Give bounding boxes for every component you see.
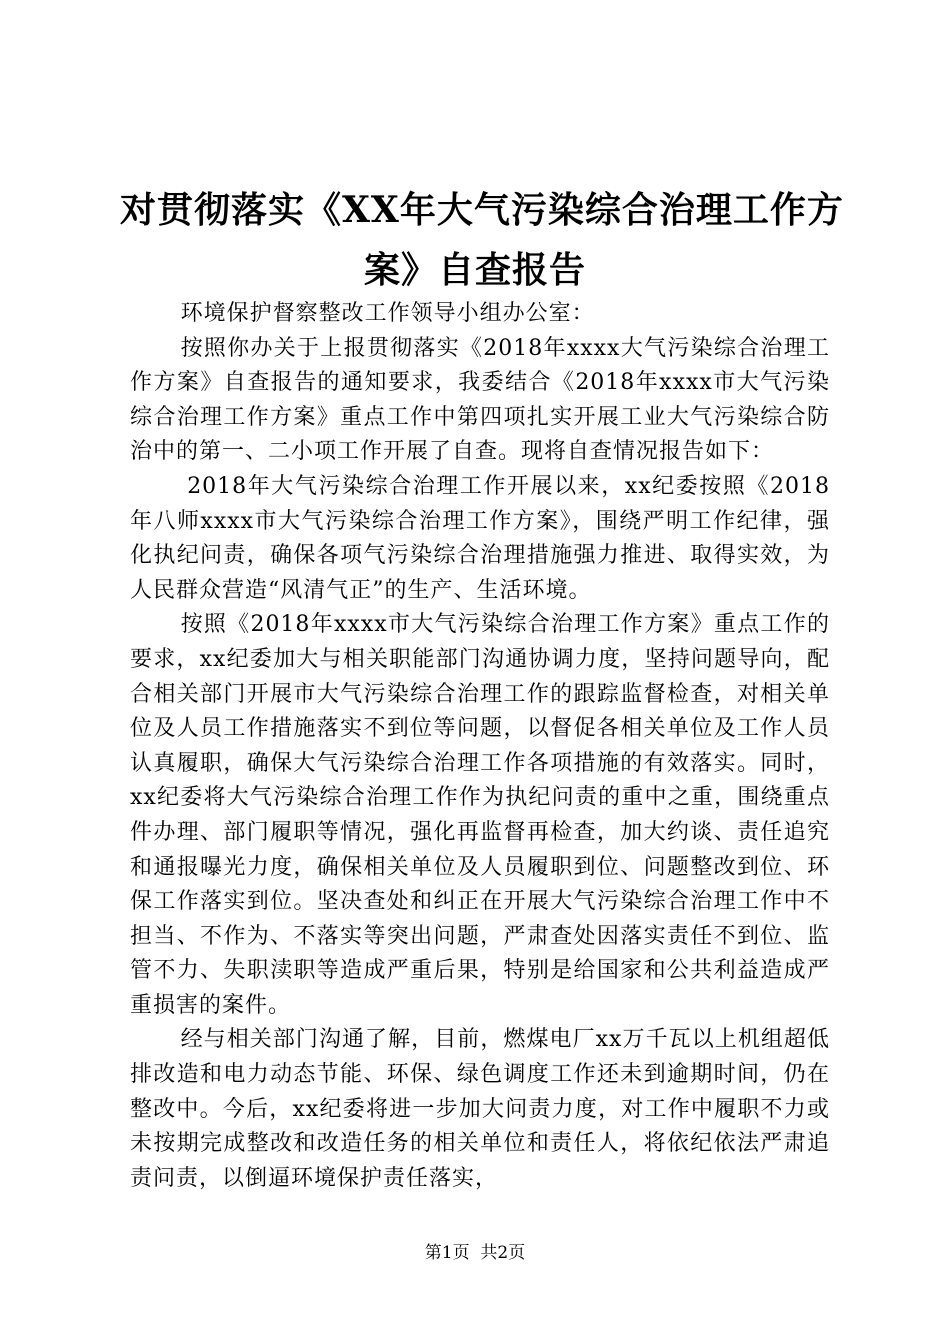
body-paragraph: 按照《2018年xxxx市大气污染综合治理工作方案》重点工作的要求，xx纪委加大与相关职能部门沟通协调力度，坚持问题导向，配合相关部门开展市大气污染综合治理工作的跟踪监督检查，对相关单位及人员工作措施落实不到位等问题，以督促各相关单位及工作人员认真履职，确保大气污染综合治理工作各项措施的有效落实。同时，xx纪委将大气污染综合治理工作作为执纪问责的重中之重，围绕重点件办理、部门履职等情况，强化再监督再检查，加大约谈、责任追究和通报曝光力度，确保相关单位及人员履职到位、问题整改到位、环保工作落实到位。坚决查处和纠正在开展大气污染综合治理工作中不担当、不作为、不落实等突出问题，严肃查处因落实责任不到位、监管不力、失职渎职等造成严重后果，特别是给国家和公共利益造成严重损害的案件。 <box>130 612 830 1018</box>
salutation: 环境保护督察整改工作领导小组办公室： <box>180 301 595 326</box>
body-paragraph: 按照你办关于上报贯彻落实《2018年xxxx大气污染综合治理工作方案》自查报告的通知要求，我委结合《2018年xxxx市大气污染综合治理工作方案》重点工作中第四项扎实开展工业大气污染综合防治中的第一、二小项工作开展了自查。现将自查情况报告如下： <box>130 335 830 465</box>
page-total: 共2页 <box>480 1243 526 1263</box>
page-number: 第1页 <box>424 1243 470 1263</box>
document-title-line-1: 对贯彻落实《XX年大气污染综合治理工作方 <box>120 189 844 231</box>
document-title-line-2: 案》自查报告 <box>363 249 586 291</box>
document-body <box>130 297 830 1196</box>
body-paragraph: 经与相关部门沟通了解，目前，燃煤电厂xx万千瓦以上机组超低排改造和电力动态节能、环保、绿色调度工作还未到逾期时间，仍在整改中。今后，xx纪委将进一步加大问责力度，对工作中履职不力或未按期完成整改和改造任务的相关单位和责任人，将依纪依法严肃追责问责，以倒逼环境保护责任落实， <box>130 1027 830 1191</box>
page-footer <box>0 1242 950 1264</box>
body-paragraph: 2018年大气污染综合治理工作开展以来，xx纪委按照《2018年八师xxxx市大气污染综合治理工作方案》，围绕严明工作纪律，强化执纪问责，确保各项气污染综合治理措施强力推进、取得实效，为人民群众营造“风清气正”的生产、生活环境。 <box>130 473 830 603</box>
